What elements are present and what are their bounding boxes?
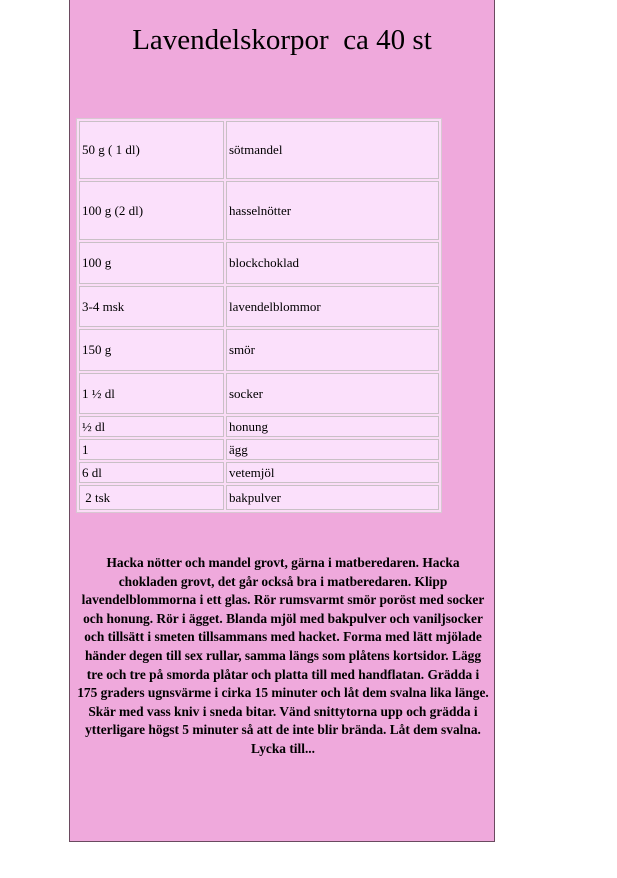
ingredient-item: sötmandel [226,121,439,179]
recipe-title: Lavendelskorpor ca 40 st [132,24,432,56]
ingredient-amount: 50 g ( 1 dl) [79,121,224,179]
ingredient-row [79,462,439,483]
ingredient-item: socker [226,373,439,414]
ingredient-row [79,181,439,240]
ingredient-row [79,373,439,414]
ingredient-item: honung [226,416,439,437]
ingredient-row [79,329,439,371]
ingredient-item: bakpulver [226,485,439,510]
ingredient-row [79,416,439,437]
ingredient-amount: 6 dl [79,462,224,483]
ingredient-amount: 1 ½ dl [79,373,224,414]
ingredient-item: hasselnötter [226,181,439,240]
recipe-instructions: Hacka nötter och mandel grovt, gärna i matberedaren. Hacka chokladen grovt, det går också bra i matberedaren. Klipp lavendelblommorna i ett glas. Rör rumsvarmt smör poröst med socker och honung. Rör i ägget. Blanda mjöl med bakpulver och vaniljsocker och tillsätt i smeten tillsammans med hacket. Forma med lätt mjölade händer degen till sex rullar, samma längs som plåtens kortsidor. Lägg tre och tre på smorda plåtar och platta till med handflatan. Grädda i 175 graders ugnsvärme i cirka 15 minuter och låt dem svalna lika länge. Skär med vass kniv i sneda bitar. Vänd snittytorna upp och grädda i ytterligare högst 5 minuter så att de inte blir brända. Låt dem svalna. Lycka till... [77,555,489,756]
ingredient-amount: 100 g [79,242,224,284]
ingredient-amount: ½ dl [79,416,224,437]
ingredient-row [79,485,439,510]
ingredient-amount: 2 tsk [79,485,224,510]
recipe-page [69,0,495,842]
ingredient-item: lavendelblommor [226,286,439,327]
ingredient-item: vetemjöl [226,462,439,483]
ingredient-amount: 1 [79,439,224,460]
ingredient-row [79,121,439,179]
ingredient-item: ägg [226,439,439,460]
ingredient-amount: 100 g (2 dl) [79,181,224,240]
ingredient-amount: 3-4 msk [79,286,224,327]
ingredient-item: smör [226,329,439,371]
ingredient-row [79,286,439,327]
ingredient-row [79,242,439,284]
ingredient-item: blockchoklad [226,242,439,284]
ingredients-table [76,118,442,513]
ingredient-row [79,439,439,460]
ingredient-amount: 150 g [79,329,224,371]
